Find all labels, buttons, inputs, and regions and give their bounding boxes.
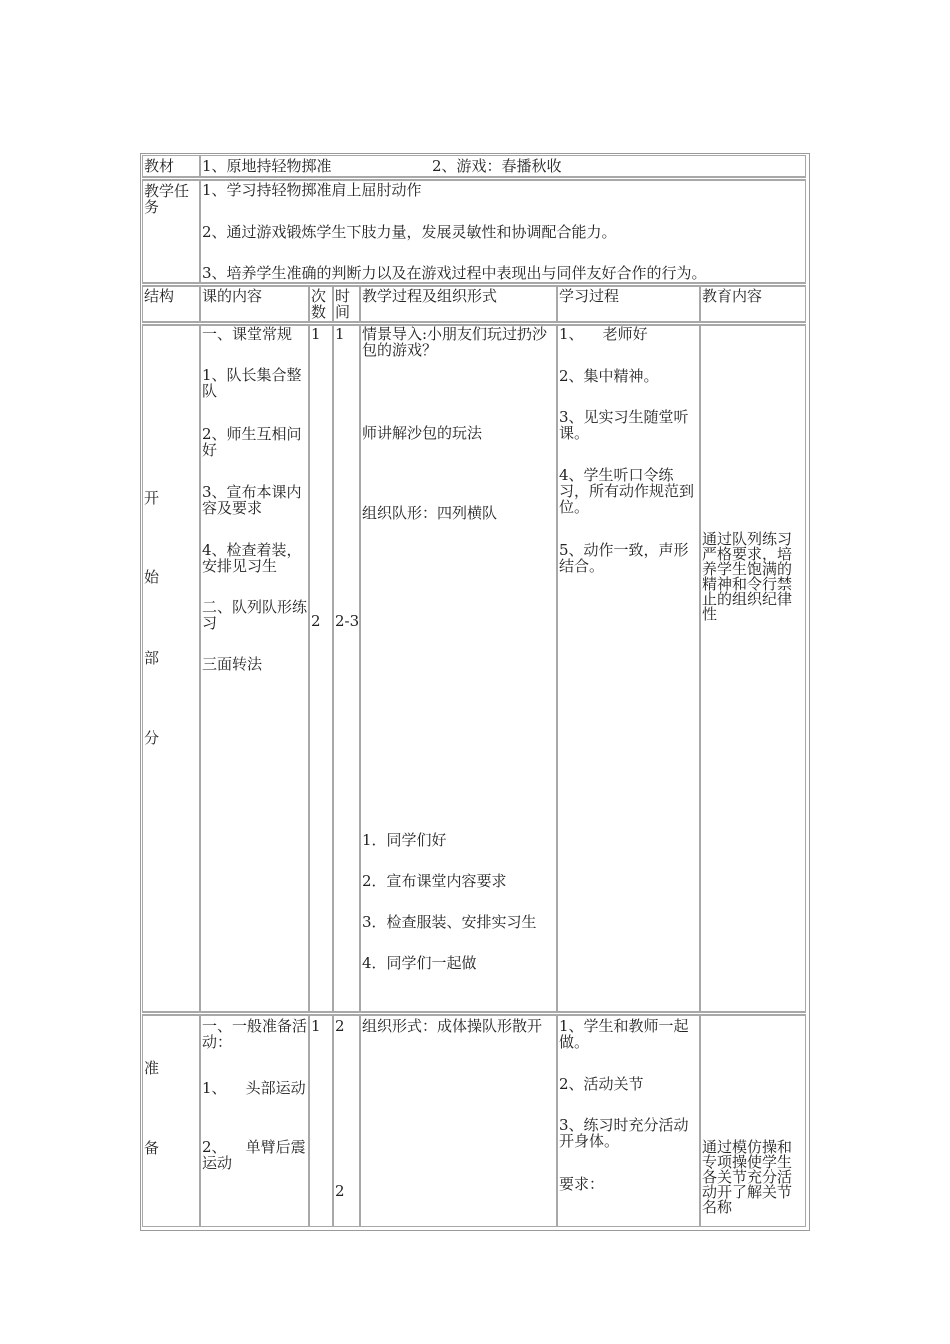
section1-char: 开 [144, 489, 160, 507]
content-item: 4、检查着装，安排见习生 [202, 541, 302, 575]
header-duration: 时间 [335, 287, 351, 321]
row1-item1: 1、原地持轻物掷准 [202, 157, 332, 175]
content-item: 1、 头部运动 [202, 1079, 306, 1097]
task-item: 3、培养学生准确的判断力以及在游戏过程中表现出与同伴友好合作的行为。 [202, 264, 707, 282]
content-item: 一、一般准备活动： [202, 1017, 308, 1051]
header-process: 教学过程及组织形式 [362, 287, 498, 305]
header-learning: 学习过程 [559, 287, 620, 305]
header-content: 课的内容 [202, 287, 263, 305]
content-item: 一、课堂常规 [202, 325, 293, 343]
times-value: 2 [311, 612, 321, 630]
section1-char: 始 [144, 568, 160, 586]
times-value: 1 [311, 1017, 321, 1035]
section1-char: 分 [144, 729, 160, 747]
content-item: 二、队列队形练习 [202, 598, 308, 632]
section2-char: 准 [144, 1059, 160, 1077]
learning-item: 3、见实习生随堂听课。 [559, 408, 689, 442]
process-item: 情景导入:小朋友们玩过扔沙包的游戏？ [362, 325, 548, 359]
section2-times-cell [309, 1015, 333, 1227]
process-item: 2．宣布课堂内容要求 [362, 872, 507, 890]
task-item: 1、学习持轻物掷准肩上屈肘动作 [202, 181, 422, 199]
content-item: 三面转法 [202, 655, 263, 673]
process-item: 4．同学们一起做 [362, 954, 477, 972]
learning-item: 1、 老师好 [559, 325, 648, 343]
learning-item: 4、学生听口令练习，所有动作规范到位。 [559, 466, 695, 516]
process-item: 3．检查服装、安排实习生 [362, 913, 537, 931]
row2-label: 教学任务 [144, 182, 190, 216]
content-item: 3、宣布本课内容及要求 [202, 483, 302, 517]
learning-item: 5、动作一致，声形结合。 [559, 541, 689, 575]
education-text: 通过队列练习严格要求，培养学生饱满的精神和令行禁止的组织纪律性 [702, 530, 793, 623]
learning-item: 2、活动关节 [559, 1075, 644, 1093]
learning-item: 要求： [559, 1175, 605, 1193]
section2-char: 备 [144, 1139, 160, 1157]
section1-duration-cell [333, 325, 360, 1012]
process-item: 组织队形：四列横队 [362, 504, 498, 522]
learning-item: 1、学生和教师一起做。 [559, 1017, 689, 1051]
row1-item2: 2、游戏：春播秋收 [432, 157, 562, 175]
header-structure: 结构 [144, 287, 175, 305]
content-item: 2、师生互相问好 [202, 425, 302, 459]
duration-value: 2 [335, 1182, 345, 1200]
header-education: 教育内容 [702, 287, 763, 305]
learning-item: 3、练习时充分活动开身体。 [559, 1116, 689, 1150]
duration-value: 2-3 [335, 612, 360, 630]
task-item: 2、通过游戏锻炼学生下肢力量，发展灵敏性和协调配合能力。 [202, 223, 617, 241]
duration-value: 2 [335, 1017, 345, 1035]
education-text: 通过模仿操和专项操使学生各关节充分活动开了解关节名称 [702, 1138, 793, 1216]
process-item: 师讲解沙包的玩法 [362, 424, 483, 442]
header-times: 次数 [311, 287, 327, 321]
learning-item: 2、集中精神。 [559, 367, 659, 385]
section1-structure-cell [142, 325, 200, 1012]
section1-char: 部 [144, 649, 160, 667]
section1-education-cell [700, 325, 806, 1012]
section2-structure-cell [142, 1015, 200, 1227]
duration-value: 1 [335, 325, 345, 343]
section1-times-cell [309, 325, 333, 1012]
times-value: 1 [311, 325, 321, 343]
content-item: 1、队长集合整队 [202, 366, 302, 400]
process-item: 组织形式：成体操队形散开 [362, 1017, 543, 1035]
content-item: 2、 单臂后震运动 [202, 1138, 306, 1172]
section2-process-cell [360, 1015, 557, 1227]
row1-label: 教材 [144, 157, 175, 175]
process-item: 1．同学们好 [362, 831, 447, 849]
